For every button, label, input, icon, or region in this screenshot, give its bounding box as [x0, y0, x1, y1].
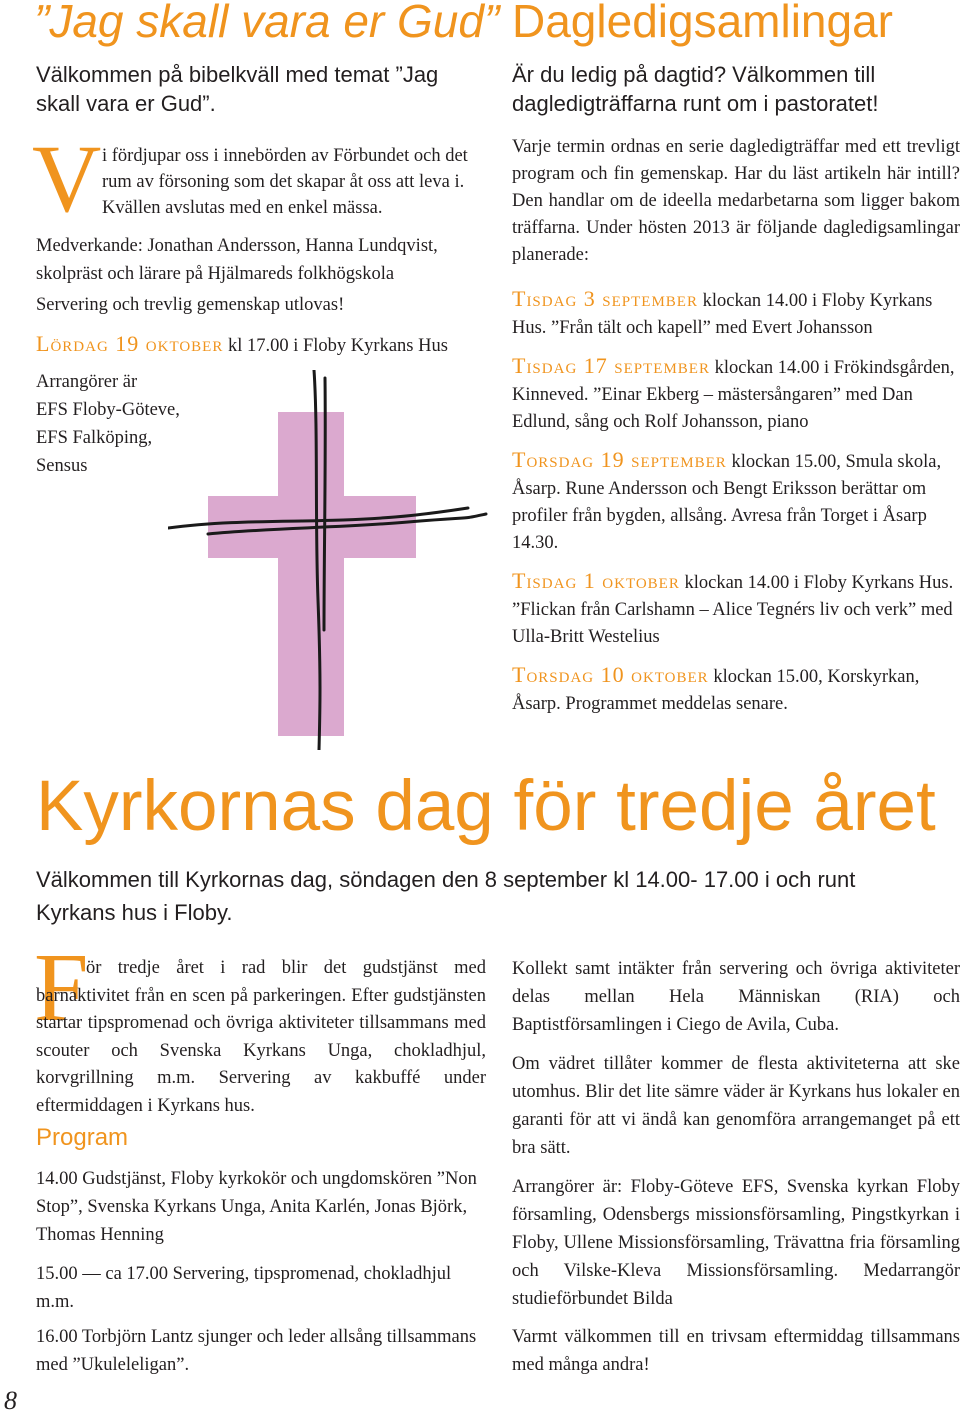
drop-cap: V: [32, 125, 102, 232]
event-date-label: Tisdag 17 september: [512, 353, 710, 378]
event-item: [512, 352, 960, 436]
event-text: klockan 14.00 i Frökindsgården, Kinneved. ”Einar Ekberg – mästersångaren” med Dan Edlund, sång och Rolf Johansson, piano: [512, 358, 955, 432]
event-date-label: Torsdag 19 september: [512, 447, 727, 472]
event-item: [512, 285, 960, 342]
event-item: [512, 446, 960, 557]
article-intro-left: i fördjupar oss i innebörden av Förbundet och det rum av försoning som det skapar åt oss att leva i. Kvällen avslutas med en enkel mässa.: [102, 146, 468, 218]
organizer-item: EFS Falköping,: [36, 428, 153, 448]
article-intro-text: ör tredje året i rad blir det gudstjänst med barnaktivitet från en scen på parkeringen. Efter gudstjänsten startar tipspromenad och övriga aktiviteter tillsammans med scouter och Svenska Kyrkans Unga, chokladhjul, korvgrillning m.m. Servering av kakbuffé under eftermiddagen i Kyrkans hus.: [36, 958, 486, 1116]
paragraph: Varmt välkommen till en trivsam eftermiddag tillsammans med många andra!: [512, 1327, 960, 1375]
event-date-label: Torsdag 10 oktober: [512, 662, 709, 687]
article-lead-main: Välkommen till Kyrkornas dag, söndagen den 8 september kl 14.00- 17.00 i och runt Kyrkans hus i Floby.: [36, 867, 856, 925]
event-text: klockan 15.00, Smula skola, Åsarp. Rune Andersson och Bengt Eriksson berättar om profiler från bygden, allsång. Avresa från Torget i Åsarp 14.30.: [512, 452, 942, 553]
program-item: 16.00 Torbjörn Lantz sjunger och leder allsång tillsammans med ”Ukuleleligan”.: [36, 1327, 477, 1375]
event-date-rest: kl 17.00 i Floby Kyrkans Hus: [223, 336, 448, 356]
event-text: klockan 15.00, Korskyrkan, Åsarp. Programmet meddelas senare.: [512, 667, 920, 714]
cross-vertical-bar: [278, 412, 344, 736]
event-text: klockan 14.00 i Floby Kyrkans Hus. ”Från tält och kapell” med Evert Johansson: [512, 291, 933, 338]
serving-text: Servering och trevlig gemenskap utlovas!: [36, 295, 345, 315]
event-date-label: Tisdag 1 oktober: [512, 568, 680, 593]
cross-illustration: [168, 370, 488, 750]
event-item: [512, 661, 960, 718]
paragraph: Kollekt samt intäkter från servering och övriga aktiviteter delas mellan Hela Människan (RIA) och Baptistförsamlingen i Ciego de Avila, Cuba.: [512, 959, 960, 1035]
organizer-item: Sensus: [36, 456, 88, 476]
paragraph: Om vädret tillåter kommer de flesta aktiviteterna att ske utomhus. Blir det lite sämre väder är Kyrkans hus lokaler en garanti för att vi ändå kan genomföra arrangemanget på ett bra sätt.: [512, 1054, 960, 1158]
article-title-left: ”Jag skall vara er Gud”: [34, 0, 500, 47]
article-intro-right: Varje termin ordnas en serie dagledigträffar med ett trevligt program och fin gemenskap. Har du läst artikeln här intill? Den handlar om de ideella medarbetarna som ligger bakom träffarna. Under hösten 2013 är följande dagledigsamlingar planerade:: [512, 137, 960, 265]
drop-cap: F: [34, 934, 89, 1042]
article-lead-left: Välkommen på bibelkväll med temat ”Jag skall vara er Gud”.: [36, 62, 439, 116]
event-date-label: Tisdag 3 september: [512, 286, 698, 311]
event-date-label: Lördag 19 oktober: [36, 331, 224, 356]
page-number: 8: [4, 1386, 17, 1415]
article-title-right: Dagledigsamlingar: [512, 0, 893, 47]
program-heading: Program: [36, 1124, 129, 1151]
event-item: [512, 567, 960, 651]
paragraph: Arrangörer är: Floby-Göteve EFS, Svenska kyrkan Floby församling, Odensbergs missionsförsamling, Pingstkyrkan i Floby, Ullene Missionsförsamling, Trävattna fria församling och Vilske-Kleva Missionsförsamling. Medarrangör studieförbundet Bilda: [512, 1177, 960, 1309]
article-lead-right: Är du ledig på dagtid? Välkommen till dagledigträffarna runt om i pastoratet!: [512, 62, 879, 116]
participants-text: Medverkande: Jonathan Andersson, Hanna Lundqvist, skolpräst och lärare på Hjälmareds folkhögskola: [36, 236, 438, 284]
article-title-main: Kyrkornas dag för tredje året: [36, 767, 936, 846]
program-item: 15.00 — ca 17.00 Servering, tipspromenad, chokladhjul m.m.: [36, 1264, 452, 1312]
organizer-item: EFS Floby-Göteve,: [36, 400, 180, 420]
organizers-label: Arrangörer är: [36, 372, 138, 392]
event-text: klockan 14.00 i Floby Kyrkans Hus. ”Flickan från Carlshamn – Alice Tegnérs liv och verk” med Ulla-Britt Westelius: [512, 573, 954, 647]
event-date-line: [36, 330, 496, 360]
article-intro-bottom: [36, 955, 486, 1120]
program-item: 14.00 Gudstjänst, Floby kyrkokör och ungdomskören ”Non Stop”, Svenska Kyrkans Unga, Anita Karlén, Jonas Björk, Thomas Henning: [36, 1169, 477, 1245]
